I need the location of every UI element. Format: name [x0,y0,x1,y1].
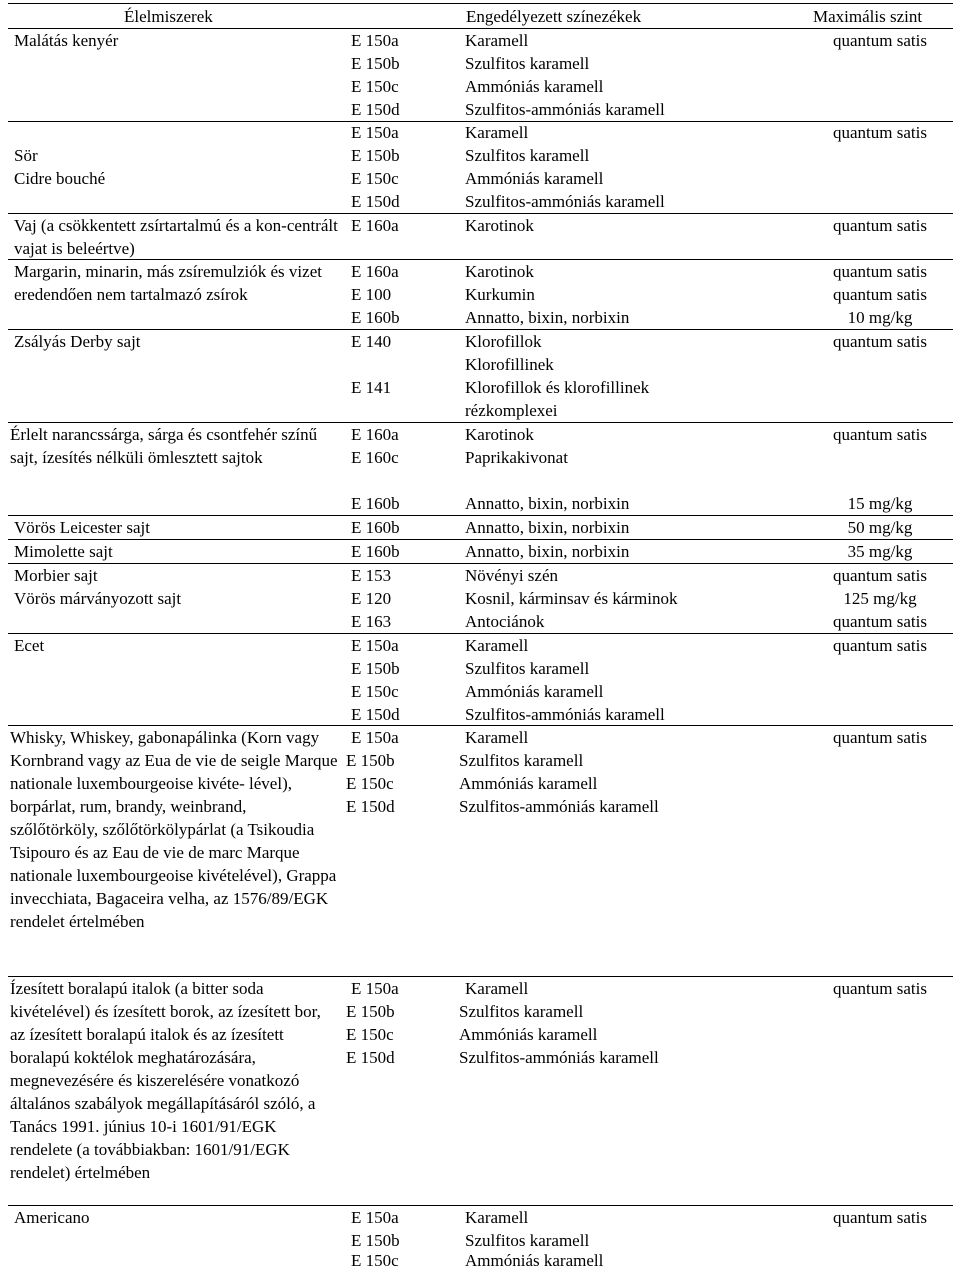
e-code: E 141 [351,378,392,397]
color-name: Annatto, bixin, norbixin [465,542,630,561]
max-level: quantum satis [833,262,927,281]
color-name: Kosnil, kárminsav és kárminok [465,589,678,608]
max-level: quantum satis [833,123,927,142]
e-code: E 150a [351,123,399,142]
color-name: Karotinok [465,262,534,281]
header-foods: Élelmiszerek [124,7,213,26]
color-name: Szulfitos-ammóniás karamell [465,100,665,119]
max-level: 125 mg/kg [843,589,917,608]
max-level: 10 mg/kg [847,308,913,327]
e-code: E 150c [351,169,399,188]
e-code: E 150a [351,636,399,655]
header-level: Maximális szint [813,7,923,26]
color-name: Annatto, bixin, norbixin [465,518,630,537]
food-cell: Margarin, minarin, más zsíremulziók és vizet eredendően nem tartalmazó zsírok [14,262,322,304]
food-cell [14,564,344,610]
e-code: E 153 [351,566,392,585]
max-level: quantum satis [833,636,927,655]
color-name: Szulfitos karamell [459,1002,584,1021]
color-name: Karamell [465,636,529,655]
max-level: quantum satis [833,1208,927,1227]
e-code: E 150b [346,1002,395,1021]
e-code: E 150b [351,1231,400,1250]
e-code: E 150d [351,192,400,211]
color-name: Ammóniás karamell [465,169,604,188]
color-name: Karamell [465,728,529,747]
e-code: E 160b [351,518,400,537]
color-name: Karamell [465,1208,529,1227]
e-code: E 160c [351,448,399,467]
color-name: Szulfitos karamell [465,146,590,165]
e-code: E 140 [351,332,392,351]
e-code: E 160b [351,308,400,327]
e-code: E 150a [351,31,399,50]
max-level: 15 mg/kg [847,494,913,513]
color-name: rézkomplexei [465,401,558,420]
e-code: E 150a [351,1208,399,1227]
food-cell: Americano [14,1208,90,1227]
color-name: Karotinok [465,216,534,235]
food-cell: Vörös Leicester sajt [14,518,150,537]
color-name: Karamell [465,979,529,998]
max-level: quantum satis [833,612,927,631]
max-level: quantum satis [833,216,927,235]
food-cell: Zsályás Derby sajt [14,332,141,351]
color-name: Szulfitos-ammóniás karamell [465,192,665,211]
e-code: E 160a [351,425,399,444]
e-code: E 150c [351,682,399,701]
e-code: E 150a [351,728,399,747]
color-name: Szulfitos karamell [465,54,590,73]
food-line: Sör Cidre bouché [14,146,106,188]
e-code: E 150d [351,100,400,119]
header-colors: Engedélyezett színezékek [466,7,642,26]
color-name: Ammóniás karamell [465,77,604,96]
max-level: quantum satis [833,285,927,304]
color-name: Karamell [465,123,529,142]
color-name: Karamell [465,31,529,50]
e-code: E 100 [351,285,392,304]
color-name: Szulfitos-ammóniás karamell [465,705,665,724]
e-code: E 150b [351,54,400,73]
e-code: E 160b [351,542,400,561]
max-level: quantum satis [833,566,927,585]
color-name: Szulfitos karamell [465,1231,590,1250]
e-code: E 163 [351,612,392,631]
e-code: E 120 [351,589,392,608]
e-code: E 150c [351,77,399,96]
color-name: Paprikakivonat [465,448,568,467]
max-level: quantum satis [833,728,927,747]
e-code: E 150d [346,1048,395,1067]
table-top-border [8,3,953,4]
e-code: E 150d [346,797,395,816]
color-name: Karotinok [465,425,534,444]
max-level: quantum satis [833,31,927,50]
color-name: Szulfitos karamell [459,751,584,770]
max-level: quantum satis [833,979,927,998]
e-code: E 150d [351,705,400,724]
color-name: Ammóniás karamell [459,774,598,793]
e-code: E 150a [351,979,399,998]
color-name: Klorofillinek [465,355,554,374]
color-name: Ammóniás karamell [465,682,604,701]
color-name: Annatto, bixin, norbixin [465,308,630,327]
e-code: E 150b [351,659,400,678]
e-code: E 150b [346,751,395,770]
max-level: quantum satis [833,425,927,444]
max-level: 50 mg/kg [847,518,913,537]
food-line: Morbier sajt Vörös márványozott sajt [14,566,182,608]
color-name: Annatto, bixin, norbixin [465,494,630,513]
color-name: Klorofillok [465,332,542,351]
color-name: Szulfitos-ammóniás karamell [459,797,659,816]
e-code: E 150c [346,1025,394,1044]
e-code: E 150c [346,774,394,793]
max-level: 35 mg/kg [847,542,913,561]
food-cell: Ízesített boralapú italok (a bitter soda kivételével) és ízesített borok, az ízesített bor, az ízesített boralapú italok és az ízesített boralapú koktélok meghatározására, megnevezésére és kiszerelésére vonatkozó általános szabályok megállapításáról szóló, a Tanács 1991. június 10-i 1601/91/EGK rendelete (a továbbiakban: 1601/91/EGK rendelet) értelmében [10,979,321,1182]
color-name: Ammóniás karamell [465,1251,604,1270]
color-name: Ammóniás karamell [459,1025,598,1044]
food-cell: Malátás kenyér [14,31,119,50]
color-name: Növényi szén [465,566,559,585]
e-code: E 150b [351,146,400,165]
max-level: quantum satis [833,332,927,351]
food-cell: Whisky, Whiskey, gabonapálinka (Korn vagy Kornbrand vagy az Eua de vie de seigle Marque nationale luxembourgeoise kivéte- lével), borpárlat, rum, brandy, weinbrand, szőlőtörköly, szőlőtörkölypárlat (a Tsikoudia Tsipouro és az Eau de vie de marc Marque nationale luxembourgeoise kivételével), Grappa invecchiata, Bagaceira velha, az 1576/89/EGK rendelet értelmében [10,728,338,931]
food-cell: Vaj (a csökkentett zsírtartalmú és a kon-centrált vajat is beleértve) [14,216,338,258]
color-name: Kurkumin [465,285,535,304]
e-code: E 160b [351,494,400,513]
food-cell [14,144,344,190]
food-cell: Mimolette sajt [14,542,113,561]
e-code: E 150c [351,1251,399,1270]
food-cell: Ecet [14,636,45,655]
food-cell: Érlelt narancssárga, sárga és csontfehér színű sajt, ízesítés nélküli ömlesztett sajtok [10,425,318,467]
e-code: E 160a [351,262,399,281]
color-name: Antociánok [465,612,545,631]
e-code: E 160a [351,216,399,235]
color-name: Szulfitos-ammóniás karamell [459,1048,659,1067]
color-name: Klorofillok és klorofillinek [465,378,650,397]
color-name: Szulfitos karamell [465,659,590,678]
